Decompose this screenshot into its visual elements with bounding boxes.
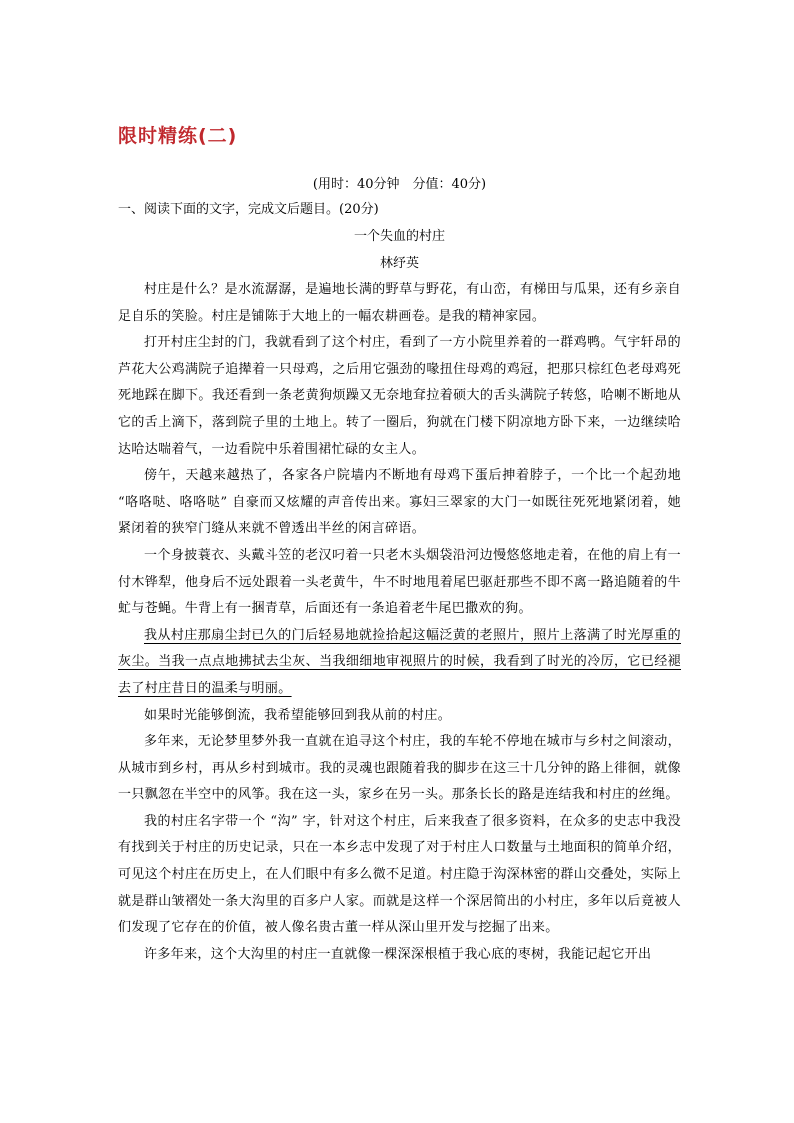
time-score-info: (用时：40分钟 分值：40分) [312,177,487,192]
article-paragraph: 打开村庄尘封的门，我就看到了这个村庄，看到了一方小院里养着的一群鸡鸭。气宇轩昂的芦花大公鸡满院子追撵着一只母鸡，之后用它强劲的喙扭住母鸡的鸡冠，把那只棕红色老母鸡死死地踩在脚下。我还看到一条老黄狗烦躁又无奈地耷拉着硕大的舌头满院子转悠，哈喇不断地从它的舌上滴下，落到院子里的土地上。转了一圈后，狗就在门楼下阴凉地方卧下来，一边继续哈达哈达喘着气，一边看院中乐着围裙忙碌的女主人。 [118,335,681,457]
article-paragraph: 傍午，天越来越热了，各家各户院墙内不断地有母鸡下蛋后抻着脖子，一个比一个起劲地 “咯咯哒、咯咯哒” 自豪而又炫耀的声音传出来。寡妇三翠家的大门一如既往死死地紧闭着，她紧闭着的狭窄门缝从来就不曾透出半丝的闲言碎语。 [118,468,681,537]
article-paragraph: 许多年来，这个大沟里的村庄一直就像一棵深深根植于我心底的枣树，我能记起它开出 [144,946,652,962]
document-page [118,122,681,968]
article-author: 林纾英 [379,256,419,271]
article-paragraph: 村庄是什么？是水流潺潺，是遍地长满的野草与野花，有山峦，有梯田与瓜果，还有乡亲自足自乐的笑脸。村庄是铺陈于大地上的一幅农耕画卷。是我的精神家园。 [118,282,681,324]
document-title: 限时精练(二) [118,125,238,147]
article-paragraph: 我的村庄名字带一个 “沟” 字，针对这个村庄，后来我查了很多资料，在众多的史志中我没有找到关于村庄的历史记录，只在一本乡志中发现了对于村庄人口数量与土地面积的简单介绍，可见这个村庄在历史上，在人们眼中有多么微不足道。村庄隐于沟深林密的群山交叠处，实际上就是群山皱褶处一条大沟里的百多户人家。而就是这样一个深居简出的小村庄，多年以后竟被人们发现了它存在的价值，被人像名贵古董一样从深山里开发与挖掘了出来。 [118,813,681,936]
article-title: 一个失血的村庄 [353,229,445,244]
question-instruction: 一、阅读下面的文字，完成文后题目。(20分) [118,202,379,217]
article-paragraph: 一个身披蓑衣、头戴斗笠的老汉叼着一只老木头烟袋沿河边慢悠悠地走着，在他的肩上有一付木铧犁，他身后不远处跟着一头老黄牛，牛不时地甩着尾巴驱赶那些不即不离一路追随着的牛虻与苍蝇。牛背上有一捆青草，后面还有一条追着老牛尾巴撒欢的狗。 [118,547,681,617]
article-paragraph: 如果时光能够倒流，我希望能够回到我从前的村庄。 [144,707,452,723]
article-paragraph: 多年来，无论梦里梦外我一直就在追寻这个村庄，我的车轮不停地在城市与乡村之间滚动，从城市到乡村，再从乡村到城市。我的灵魂也跟随着我的脚步在这三十几分钟的路上徘徊，就像一只飘忽在半空中的风筝。我在这一头，家乡在另一头。那条长长的路是连结我和村庄的丝绳。 [118,734,681,803]
underlined-paragraph: 我从村庄那扇尘封已久的门后轻易地就捡拾起这幅泛黄的老照片，照片上落满了时光厚重的灰尘。当我一点点地拂拭去尘灰、当我细细地审视照片的时候，我看到了时光的冷厉，它已经褪去了村庄昔日的温柔与明丽。 [118,627,681,696]
